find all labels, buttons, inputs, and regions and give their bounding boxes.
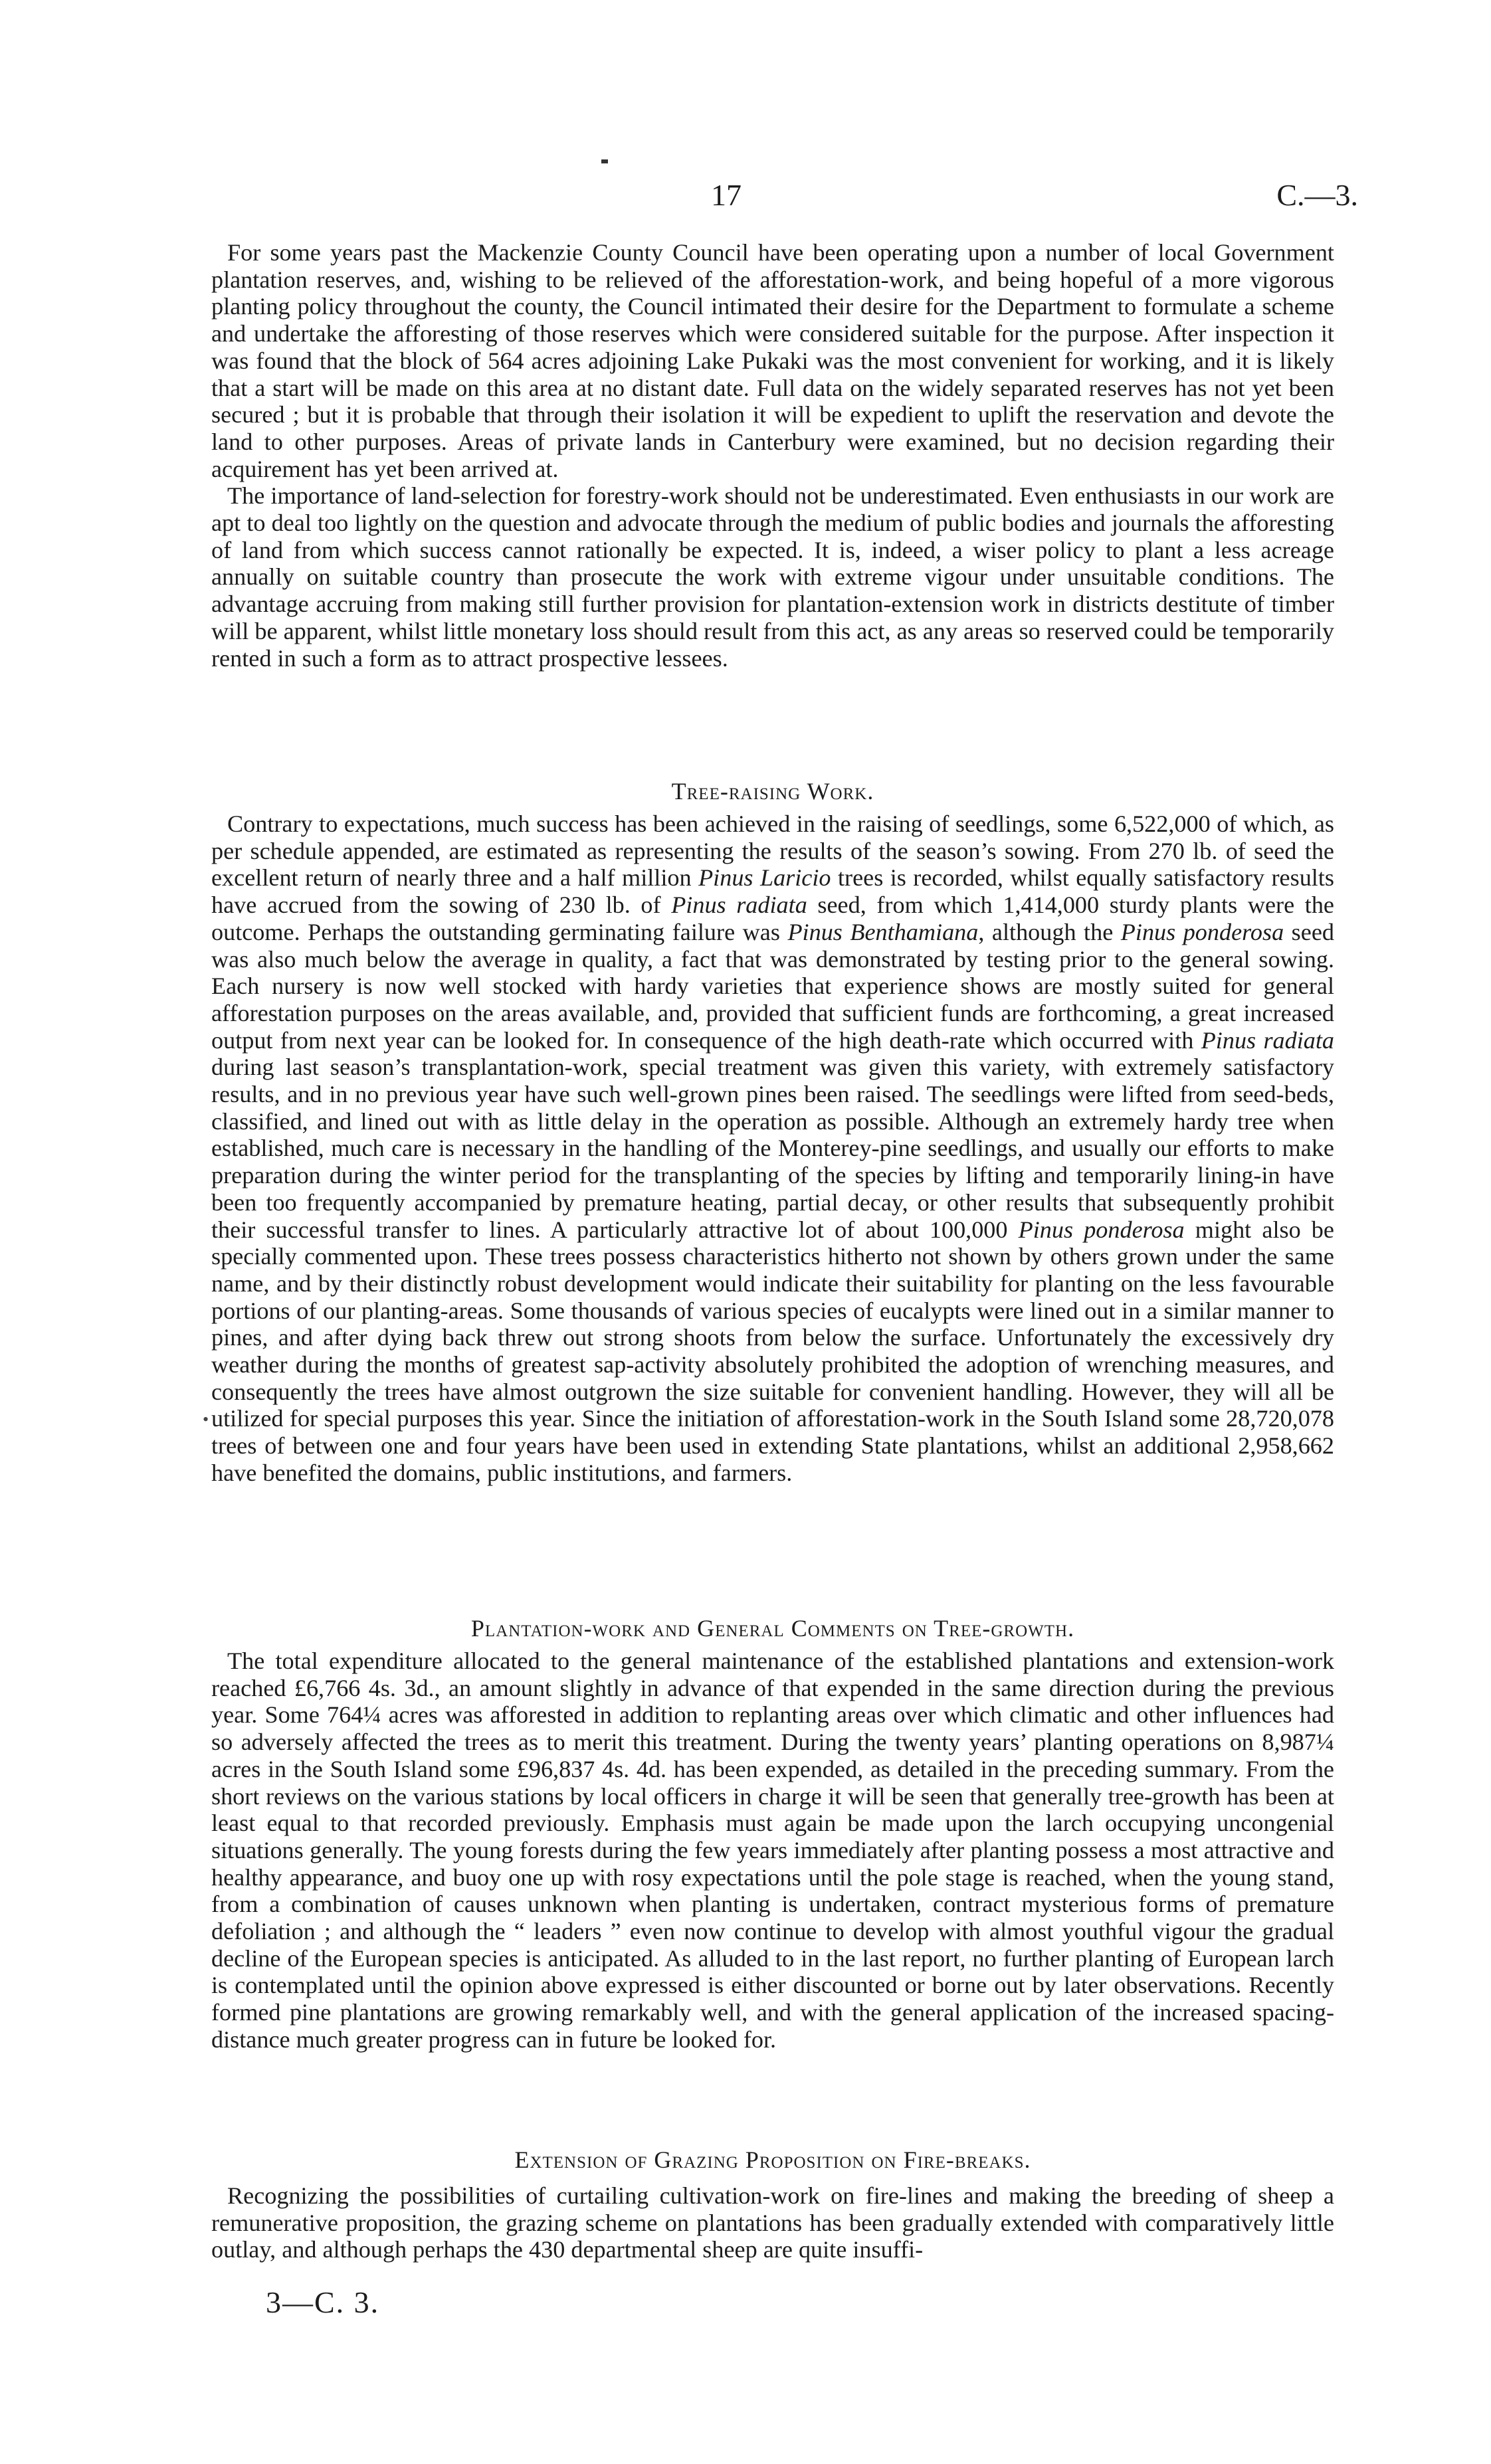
species-name: Pinus Benthamiana <box>787 918 979 945</box>
printer-mark <box>601 159 608 163</box>
text-run: during last season’s transplantation-work, special treatment was given this variety, with extremely satisfactory results, and in no previous year have such well-grown pines been raised. The seedlings were lifted from seed-beds, classified, and lined out with as little delay in the operation as possible. Although an extremely hardy tree when established, much care is necessary in the handling of the Monterey-pine seedlings, and usually our efforts to make preparation during the winter period for the transplanting of the species by lifting and temporarily lining-in have been too frequently accompanied by premature heating, partial decay, or other results that subsequently prohibit their successful transfer to lines. A particularly attractive lot of about 100,000 <box>211 1054 1334 1243</box>
species-name: Pinus Laricio <box>698 864 831 892</box>
paragraph-mackenzie-council: For some years past the Mackenzie County Council have been operating upon a number of local Government plantation reserves, and, wishing to be relieved of the afforestation-work, and being hopeful of a more vigorous planting policy throughout the county, the Council intimated their desire for the Department to formulate a scheme and undertake the afforesting of those reserves which were considered suitable for the purpose. After inspection it was found that the block of 564 acres adjoining Lake Pukaki was the most convenient for working, and it is likely that a start will be made on this area at no distant date. Full data on the widely separated reserves has not yet been secured ; but it is probable that through their isolation it will be expedient to uplift the reservation and devote the land to other purposes. Areas of private lands in Canterbury were examined, but no decision regarding their acquirement has yet been arrived at. <box>211 239 1334 482</box>
text-run: trees is recorded, whilst equally satisfactory results have accrued from the sowing of 230 lb. of <box>211 864 1334 919</box>
paragraph-land-selection: The importance of land-selection for forestry-work should not be underestimated. Even enthusiasts in our work are apt to deal too lightly on the question and advocate through the medium of public bodies and journals the afforesting of land from which success cannot rationally be expected. It is, indeed, a wiser policy to plant a less acreage annually on suitable country than prosecute the work with extreme vigour under unsuitable conditions. The advantage accruing from making still further provision for plantation-extension work in districts destitute of timber will be apparent, whilst little monetary loss should result from this act, as any areas so reserved could be temporarily rented in such a form as to attract prospective lessees. <box>211 482 1334 672</box>
paragraph-tree-raising <box>211 810 1334 1487</box>
heading-plantation-work: Plantation-work and General Comments on Tree-growth. <box>470 1615 1075 1642</box>
page-number: 17 <box>711 178 742 212</box>
footer-signature: 3—C. 3. <box>266 2285 380 2319</box>
species-name: Pinus radiata <box>1201 1026 1335 1054</box>
heading-tree-raising: Tree-raising Work. <box>671 778 874 805</box>
plantation-work-section <box>211 1648 1334 2053</box>
species-name: Pinus ponderosa <box>1018 1216 1185 1243</box>
species-name: Pinus radiata <box>671 892 807 919</box>
margin-mark: • <box>203 1410 209 1429</box>
paragraph-grazing: Recognizing the possibilities of curtailing cultivation-work on fire-lines and making the breeding of sheep a remunerative proposition, the grazing scheme on plantations has been gradually extended with comparatively little outlay, and although perhaps the 430 departmental sheep are quite insuffi- <box>211 2182 1334 2263</box>
species-name: Pinus ponderosa <box>1120 918 1284 945</box>
document-reference: C.—3. <box>1276 178 1358 212</box>
tree-raising-section <box>211 810 1334 1487</box>
text-run: seed was also much below the average in quality, a fact that was demonstrated by testing prior to the general sowing. Each nursery is now well stocked with hardy varieties that experience shows are mostly suited for general afforestation purposes on the areas available, and, provided that sufficient funds are forthcoming, a great increased output from next year can be looked for. In consequence of the high death-rate which occurred with <box>211 918 1334 1054</box>
heading-grazing: Extension of Grazing Proposition on Fire-breaks. <box>514 2146 1031 2173</box>
grazing-section <box>211 2182 1334 2263</box>
text-run: , although the <box>978 918 1121 945</box>
text-run: Contrary to expectations, much success has been achieved in the raising of seedlings, some 6,522,000 of which, as per schedule appended, are estimated as representing the results of the season’s sowing. From 270 lb. of seed the excellent return of nearly three and a half million <box>211 810 1334 892</box>
paragraph-plantation-work: The total expenditure allocated to the general maintenance of the established plantations and extension-work reached £6,766 4s. 3d., an amount slightly in advance of that expended in the same direction during the previous year. Some 764¼ acres was afforested in addition to replanting areas over which climatic and other influences had so adversely affected the trees as to merit this treatment. During the twenty years’ planting operations on 8,987¼ acres in the South Island some £96,837 4s. 4d. has been expended, as detailed in the preceding summary. From the short reviews on the various stations by local officers in charge it will be seen that generally tree-growth has been at least equal to that recorded previously. Emphasis must again be made upon the larch occupying uncongenial situations generally. The young forests during the few years immediately after planting possess a most attractive and healthy appearance, and buoy one up with rosy expectations until the pole stage is reached, when the young stand, from a combination of causes unknown when planting is undertaken, contract mysterious forms of premature defoliation ; and although the “ leaders ” even now continue to develop with almost youthful vigour the gradual decline of the European species is anticipated. As alluded to in the last report, no further planting of European larch is contemplated until the opinion above expressed is either discounted or borne out by later observations. Recently formed pine plantations are growing remarkably well, and with the general application of the increased spacing-distance much greater progress can in future be looked for. <box>211 1648 1334 2053</box>
text-run: seed, from which 1,414,000 sturdy plants were the outcome. Perhaps the outstanding germinating failure was <box>211 892 1334 945</box>
text-run: might also be specially commented upon. These trees possess characteristics hitherto not shown by others grown under the same name, and by their distinctly robust development would indicate their suitability for planting on the less favourable portions of our planting-areas. Some thousands of various species of eucalypts were lined out in a similar manner to pines, and after dying back threw out strong shoots from below the surface. Unfortunately the excessively dry weather during the months of greatest sap-activity absolutely prohibited the adoption of wrenching measures, and consequently the trees have almost outgrown the size suitable for convenient handling. However, they will all be utilized for special purposes this year. Since the initiation of afforestation-work in the South Island some 28,720,078 trees of between one and four years have been used in extending State plantations, whilst an additional 2,958,662 have benefited the domains, public institutions, and farmers. <box>211 1216 1334 1486</box>
intro-section <box>211 239 1334 672</box>
